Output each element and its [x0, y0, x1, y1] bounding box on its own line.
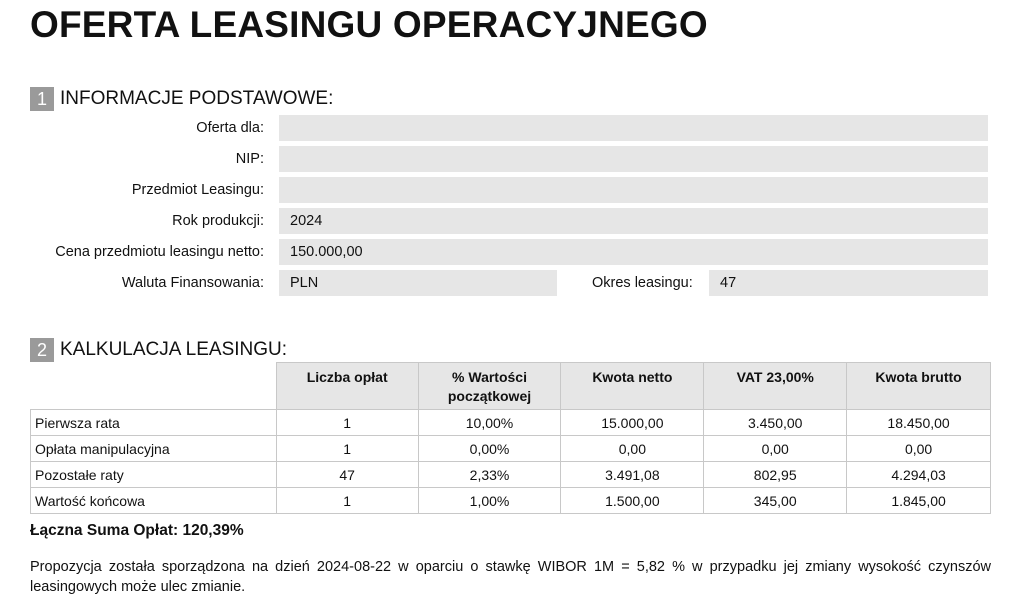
cell-netto: 15.000,00: [561, 410, 704, 436]
section-basic-info-header: [30, 87, 333, 111]
section-title: KALKULACJA LEASINGU:: [60, 339, 288, 360]
cell-vat: 3.450,00: [704, 410, 847, 436]
field-row-cena: [0, 239, 1024, 265]
field-label: Przedmiot Leasingu:: [131, 182, 264, 198]
table-row: [31, 488, 991, 514]
cell-brutto: 18.450,00: [847, 410, 991, 436]
table-header-empty: [31, 363, 277, 410]
table-row: [31, 462, 991, 488]
section-number-badge: 2: [30, 338, 54, 362]
field-row-przedmiot: [0, 177, 1024, 203]
cell-procent: 2,33%: [418, 462, 561, 488]
row-label: Wartość końcowa: [31, 488, 277, 514]
cell-brutto: 1.845,00: [847, 488, 991, 514]
cell-liczba: 1: [276, 436, 418, 462]
column-header-netto: Kwota netto: [561, 363, 704, 410]
column-header-brutto: Kwota brutto: [847, 363, 991, 410]
field-label: Waluta Finansowania:: [121, 275, 264, 291]
field-label: Oferta dla:: [196, 120, 264, 136]
table-row: [31, 410, 991, 436]
field-row-waluta-okres: [0, 270, 1024, 296]
column-header-procent: % Wartości początkowej: [418, 363, 561, 410]
field-row-oferta-dla: [0, 115, 1024, 141]
cell-liczba: 1: [276, 488, 418, 514]
cell-netto: 0,00: [561, 436, 704, 462]
cell-procent: 1,00%: [418, 488, 561, 514]
cell-netto: 3.491,08: [561, 462, 704, 488]
cell-brutto: 4.294,03: [847, 462, 991, 488]
row-label: Pozostałe raty: [31, 462, 277, 488]
cell-procent: 0,00%: [418, 436, 561, 462]
cell-brutto: 0,00: [847, 436, 991, 462]
okres-leasingu-field[interactable]: 47: [709, 270, 988, 296]
total-fees-summary: Łączna Suma Opłat: 120,39%: [30, 522, 244, 539]
cell-procent: 10,00%: [418, 410, 561, 436]
cell-vat: 0,00: [704, 436, 847, 462]
table-row: [31, 436, 991, 462]
table-header-row: [31, 363, 991, 410]
przedmiot-leasingu-field[interactable]: [279, 177, 988, 203]
cell-netto: 1.500,00: [561, 488, 704, 514]
row-label: Pierwsza rata: [31, 410, 277, 436]
oferta-dla-field[interactable]: [279, 115, 988, 141]
cell-liczba: 47: [276, 462, 418, 488]
column-header-vat: VAT 23,00%: [704, 363, 847, 410]
field-label: Rok produkcji:: [172, 213, 264, 229]
cell-vat: 802,95: [704, 462, 847, 488]
field-row-nip: [0, 146, 1024, 172]
field-label: NIP:: [235, 151, 264, 167]
field-row-rok: [0, 208, 1024, 234]
section-calculation-header: [30, 338, 287, 362]
column-header-liczba: Liczba opłat: [276, 363, 418, 410]
page-title: OFERTA LEASINGU OPERACYJNEGO: [30, 4, 708, 45]
field-label: Okres leasingu:: [592, 275, 693, 291]
row-label: Opłata manipulacyjna: [31, 436, 277, 462]
cell-liczba: 1: [276, 410, 418, 436]
section-title: INFORMACJE PODSTAWOWE:: [60, 88, 334, 109]
rok-produkcji-field[interactable]: 2024: [279, 208, 988, 234]
waluta-field[interactable]: PLN: [279, 270, 557, 296]
cena-netto-field[interactable]: 150.000,00: [279, 239, 988, 265]
nip-field[interactable]: [279, 146, 988, 172]
field-label: Cena przedmiotu leasingu netto:: [55, 244, 264, 260]
offer-note: Propozycja została sporządzona na dzień 2024-08-22 w oparciu o stawkę WIBOR 1M = 5,82 % w przypadku jej zmiany wysokość czynszów leasingowych może ulec zmianie.: [30, 559, 991, 595]
cell-vat: 345,00: [704, 488, 847, 514]
section-number-badge: 1: [30, 87, 54, 111]
calculation-table: [30, 362, 991, 514]
